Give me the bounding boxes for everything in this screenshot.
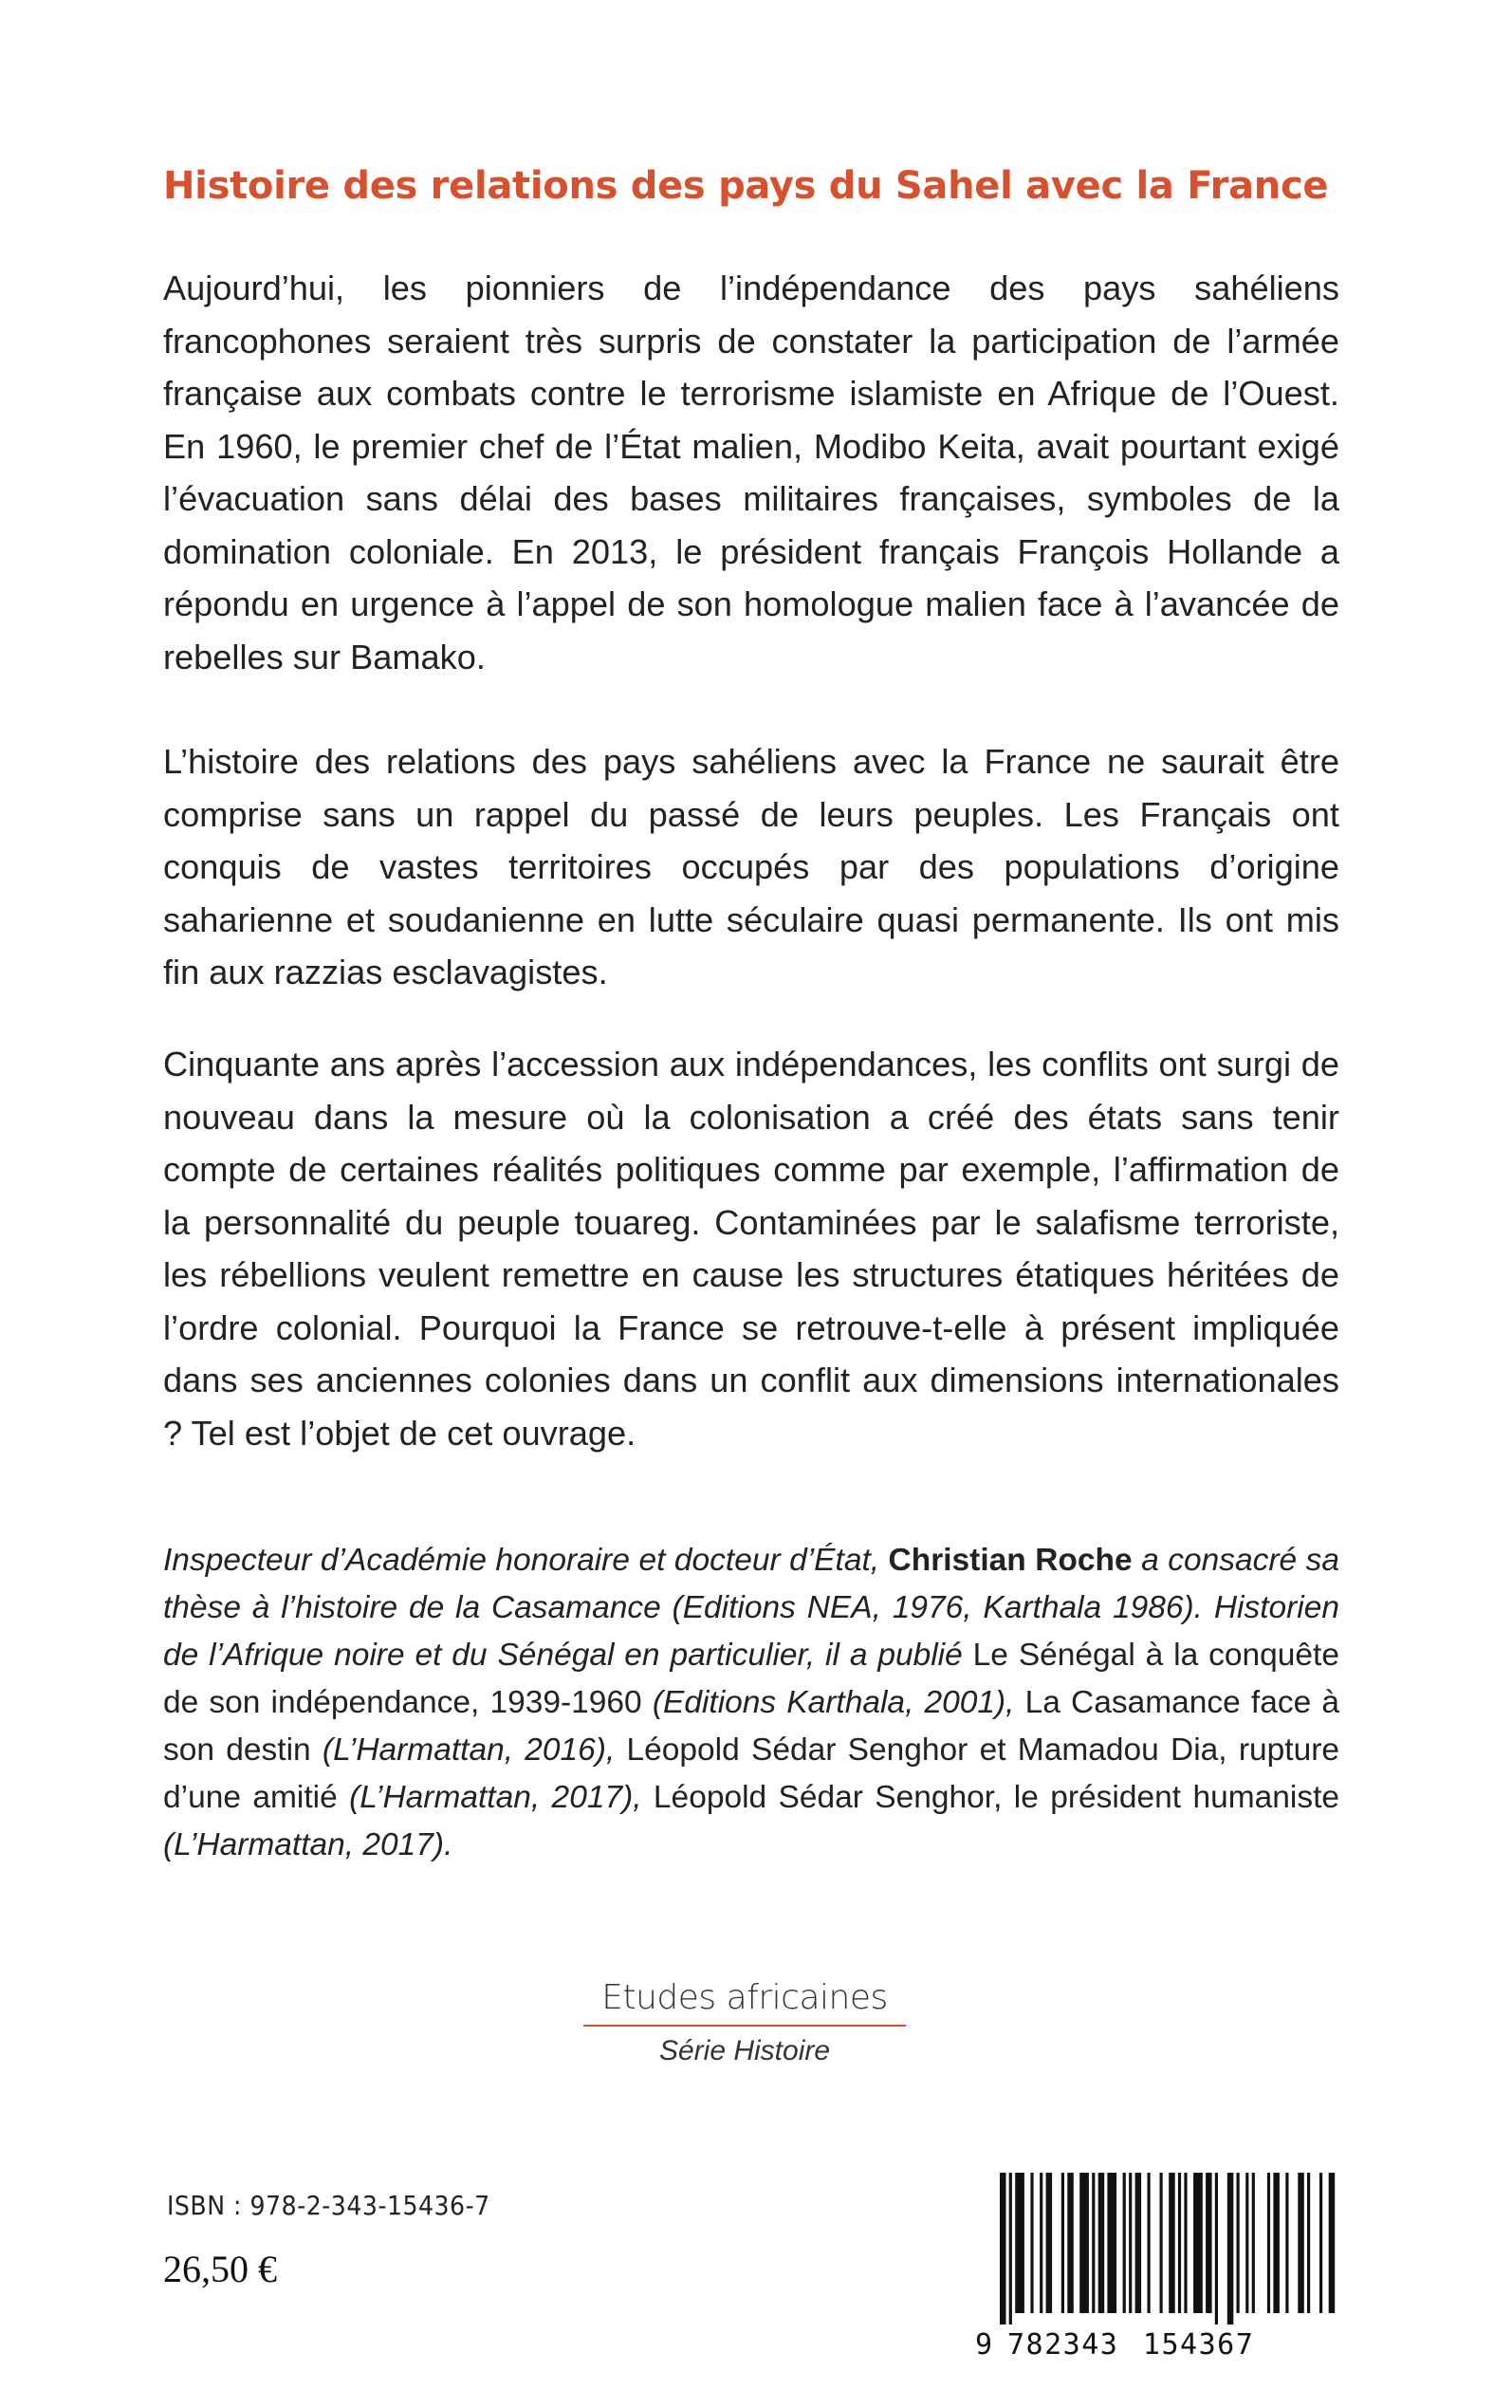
summary-paragraph-3: Cinquante ans après l’accession aux indépendances, les conflits ont surgi de nouveau dans la mesure où la colonisation a créé des états sans tenir compte de certaines réalités politiques comme par exemple, l’affirmation de la personnalité du peuple touareg. Contaminées par le salafisme terroriste, les rébellions veulent remettre en cause les structures étatiques héritées de l’ordre colonial. Pourquoi la France se retrouve-t-elle à présent impliquée dans ses anciennes colonies dans un conflit aux dimensions internationales ? Tel est l’objet de cet ouvrage. <box>163 1045 1339 1453</box>
barcode-bar <box>1061 2173 1064 2313</box>
bio-book-1: Le Sénégal à la conquête de son indépendance, 1939-1960 <box>163 1638 1339 1720</box>
barcode-bar <box>1319 2173 1322 2313</box>
barcode-bar <box>1123 2173 1126 2313</box>
price: 26,50 € <box>163 2248 277 2290</box>
bio-book-3: Léopold Sédar Senghor et Mamadou Dia, rupture d’une amitié <box>163 1732 1339 1815</box>
barcode-bar <box>1285 2173 1288 2313</box>
barcode-bar <box>1079 2173 1089 2313</box>
barcode-bar <box>1298 2173 1304 2313</box>
barcode-bar <box>1329 2173 1336 2313</box>
barcode-bar <box>1227 2173 1234 2325</box>
barcode-bar <box>1000 2173 1006 2325</box>
bio-publisher-1: (Editions Karthala, 2001), <box>641 1685 1015 1720</box>
bio-book-4: Léopold Sédar Senghor, le président humaniste <box>641 1780 1340 1815</box>
series-subtitle: Série Histoire <box>658 2035 831 2066</box>
barcode-digits <box>986 2328 1342 2362</box>
series-divider <box>583 2025 906 2027</box>
summary-paragraph-1: Aujourd’hui, les pionniers de l’indépendance des pays sahéliens francophones seraient très surpris de constater la participation de l’armée française aux combats contre le terrorisme islamiste en Afrique de l’Ouest. En 1960, le premier chef de l’État malien, Modibo Keita, avait pourtant exigé l’évacuation sans délai des bases militaires françaises, symboles de la domination coloniale. En 2013, le président français François Hollande a répondu en urgence à l’appel de son homologue malien face à l’avancée de rebelles sur Bamako. <box>163 269 1339 676</box>
barcode-number: 782343 154367 <box>1007 2328 1255 2362</box>
barcode-bar <box>1046 2173 1053 2313</box>
barcode-bar <box>1252 2173 1255 2313</box>
barcode-bar <box>1067 2173 1074 2313</box>
author-bio <box>163 1537 1339 1869</box>
book-title: Histoire des relations des pays du Sahel avec la France <box>163 164 1329 208</box>
bio-intro: Inspecteur d’Académie honoraire et docteur d’État, <box>163 1543 889 1578</box>
barcode-bar <box>1129 2173 1132 2313</box>
barcode-bar <box>1015 2173 1024 2313</box>
barcode-bar <box>1307 2173 1310 2313</box>
barcode-bar <box>1184 2173 1187 2313</box>
barcode-bar <box>1169 2173 1175 2313</box>
barcode-bar <box>1107 2173 1116 2313</box>
isbn: ISBN : 978-2-343-15436-7 <box>167 2190 490 2221</box>
barcode-bar <box>1148 2173 1151 2313</box>
barcode-bar <box>1215 2173 1218 2325</box>
barcode-bar <box>1237 2173 1240 2313</box>
barcode-bar <box>1245 2173 1248 2313</box>
barcode-bar <box>1040 2173 1042 2313</box>
barcode-bar <box>1135 2173 1142 2313</box>
series-name: Etudes africaines <box>601 1978 888 2017</box>
barcode-bar <box>1030 2173 1033 2313</box>
barcode-bar <box>1273 2173 1280 2313</box>
barcode-bar <box>1193 2173 1203 2313</box>
barcode-bar <box>1009 2173 1012 2325</box>
barcode-bar <box>1267 2173 1270 2313</box>
barcode-bar <box>1178 2173 1181 2313</box>
bio-book-2: La Casamance face à son destin <box>163 1685 1339 1768</box>
barcode-bar <box>1160 2173 1163 2313</box>
barcode-bars <box>986 2173 1342 2325</box>
series-label <box>569 1975 920 2070</box>
barcode-first-digit: 9 <box>975 2328 993 2362</box>
bio-publisher-3: (L’Harmattan, 2017), <box>337 1780 642 1815</box>
barcode-bar <box>1098 2173 1105 2313</box>
summary-paragraph-2: L’histoire des relations des pays sahéliens avec la France ne saurait être comprise sans un rappel du passé de leurs peuples. Les Français ont conquis de vastes territoires occupés par des populations d’origine saharienne et soudanienne en lutte séculaire quasi permanente. Ils ont mis fin aux razzias esclavagistes. <box>163 742 1339 991</box>
barcode-bar <box>1206 2173 1212 2313</box>
bio-part1: a consacré sa thèse à l’histoire de la Casamance (Editions NEA, 1976, Karthala 1986). Historien de l’Afrique noire et du Sénégal en particulier, il a publié <box>163 1543 1339 1673</box>
bio-publisher-4: (L’Harmattan, 2017). <box>163 1827 453 1862</box>
barcode-bar <box>1092 2173 1095 2313</box>
author-name: Christian Roche <box>888 1543 1133 1578</box>
bio-publisher-2: (L’Harmattan, 2016), <box>310 1732 616 1768</box>
